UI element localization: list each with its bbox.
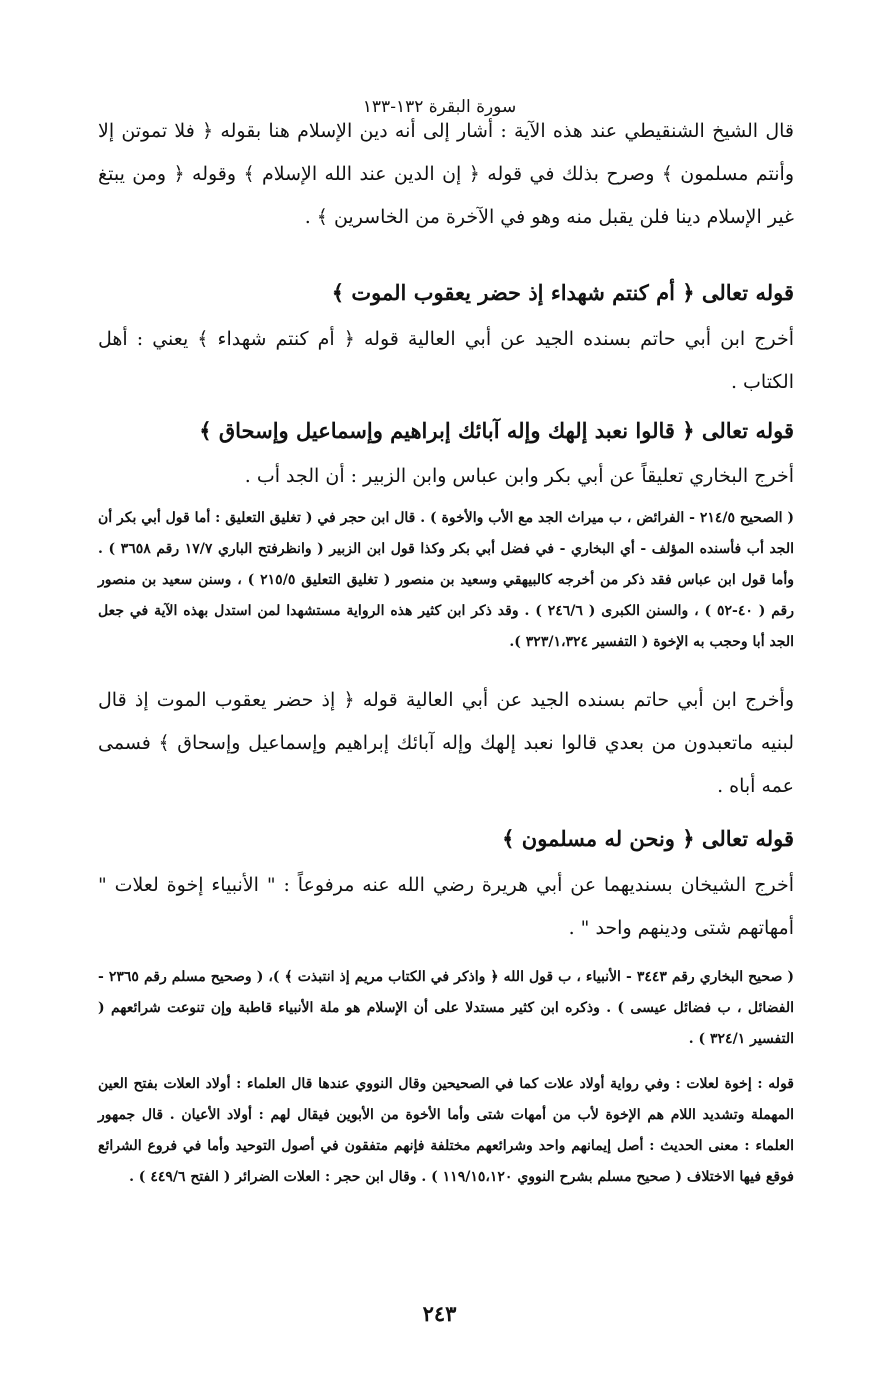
paragraph-bukhari-grandfather: أخرج البخاري تعليقاً عن أبي بكر وابن عباس وابن الزبير : أن الجد أب . bbox=[244, 465, 794, 487]
verse-heading-1: قوله تعالى ﴿ أم كنتم شهداء إذ حضر يعقوب الموت ﴾ bbox=[331, 280, 794, 305]
paragraph-abu-aliya-2: وأخرج ابن أبي حاتم بسنده الجيد عن أبي العالية قوله ﴿ إذ حضر يعقوب الموت إذ قال لبنيه ماتعبدون من بعدي قالوا نعبد إلهك وإله آبائك إبراهيم وإسماعيل وإسحاق ﴾ فسمى عمه أباه . bbox=[98, 689, 794, 797]
paragraph-abu-aliya-1: أخرج ابن أبي حاتم بسنده الجيد عن أبي العالية قوله ﴿ أم كنتم شهداء ﴾ يعني : أهل الكتاب . bbox=[98, 328, 794, 393]
page-number: ٢٤٣ bbox=[422, 1301, 457, 1326]
note-sahih-references: ( صحيح البخاري رقم ٣٤٤٣ - الأنبياء ، ب قول الله ﴿ واذكر في الكتاب مريم إذ انتبذت ﴾ )، ( وصحيح مسلم رقم ٢٣٦٥ - الفضائل ، ب فضائل عيسى ) . وذكره ابن كثير مستدلا على أن الإسلام هو ملة الأنبياء قاطبة وإن تنوعت شرائعهم ( التفسير ٣٢٤/١ ) . bbox=[98, 969, 794, 1047]
note-grandfather: ( الصحيح ٢١٤/٥ - الفرائض ، ب ميراث الجد مع الأب والأخوة ) . قال ابن حجر في ( تغليق التعليق : أما قول أبي بكر أن الجد أب فأسنده المؤلف - أي البخاري - في فضل أبي بكر وكذا قول ابن الزبير ( وانظرفتح الباري ١٧/٧ رقم ٣٦٥٨ ) . وأما قول ابن عباس فقد ذكر من أخرجه كالبيهقي وسعيد بن منصور ( تغليق التعليق ٢١٥/٥ ) ، وسنن سعيد بن منصور رقم ( ٤٠-٥٢ ) ، والسنن الكبرى ( ٢٤٦/٦ ) . وقد ذكر ابن كثير هذه الرواية مستشهدا لمن استدل بهذه الآية في جعل الجد أبا وحجب به الإخوة ( التفسير ٣٢٣/١،٣٢٤ ). bbox=[98, 510, 795, 650]
paragraph-prophets-brothers: أخرج الشيخان بسنديهما عن أبي هريرة رضي الله عنه مرفوعاً : " الأنبياء إخوة لعلات " أمهاتهم شتى ودينهم واحد " . bbox=[98, 874, 794, 939]
paragraph-shanqiti: قال الشيخ الشنقيطي عند هذه الآية : أشار إلى أنه دين الإسلام هنا بقوله ﴿ فلا تموتن إلا وأنتم مسلمون ﴾ وصرح بذلك في قوله ﴿ إن الدين عند الله الإسلام ﴾ وقوله ﴿ ومن يبتغ غير الإسلام دينا فلن يقبل منه وهو في الآخرة من الخاسرين ﴾ . bbox=[98, 120, 794, 228]
running-header: سورة البقرة ١٣٢-١٣٣ bbox=[362, 97, 517, 117]
verse-heading-2: قوله تعالى ﴿ قالوا نعبد إلهك وإله آبائك إبراهيم وإسماعيل وإسحاق ﴾ bbox=[199, 418, 794, 443]
note-allat-explanation: قوله : إخوة لعلات : وفي رواية أولاد علات كما في الصحيحين وقال النووي عندها قال العلماء : أولاد العلات بفتح العين المهملة وتشديد اللام هم الإخوة لأب من أمهات شتى وأما الأخوة من الأبوين فيقال لهم : أولاد الأعيان . قال جمهور العلماء : معنى الحديث : أصل إيمانهم واحد وشرائعهم مختلفة فإنهم متفقون في أصول التوحيد وأما في فروع الشرائع فوقع فيها الاختلاف ( صحيح مسلم بشرح النووي ١١٩/١٥،١٢٠ ) . وقال ابن حجر : العلات الضرائر ( الفتح ٤٤٩/٦ ) . bbox=[98, 1076, 794, 1185]
verse-heading-3: قوله تعالى ﴿ ونحن له مسلمون ﴾ bbox=[502, 826, 794, 851]
